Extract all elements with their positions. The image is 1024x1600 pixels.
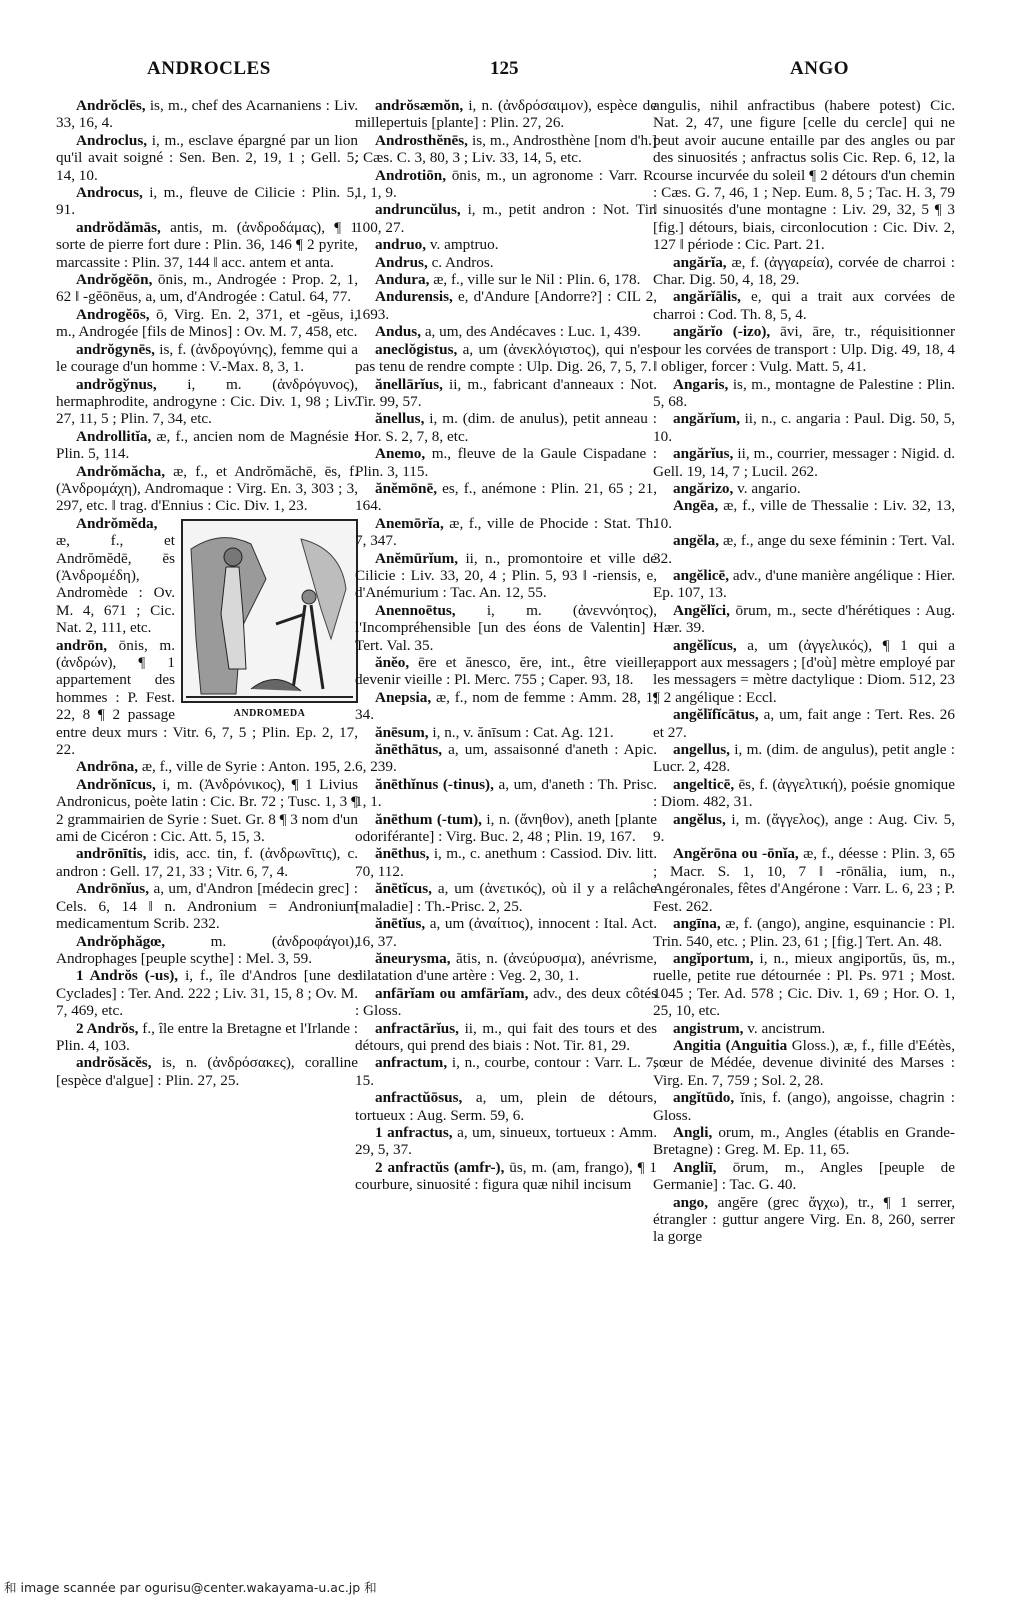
entry-definition: c. Andros. <box>427 253 494 271</box>
entry-definition: ōrum, m., secte d'hérétiques : Aug. Hær. 39. <box>653 601 955 637</box>
entry-headword: 2 anfractŭs (amfr-), <box>375 1158 505 1176</box>
entry-headword: 1 Andrŏs (-us), <box>76 967 179 985</box>
dictionary-entry <box>56 184 358 219</box>
entry-definition: angĕre (grec ἄγχω), tr., ¶ 1 serrer, étrangler : guttur angere Virg. En. 8, 260, serrer la gorge <box>653 1193 955 1246</box>
entry-definition: i, n. (ἀνδρόσαιμον), espèce de millepertuis [plante] : Plin. 27, 26. <box>355 97 657 132</box>
entry-definition: e, d'Andure [Andorre?] : CIL 2, 1693. <box>355 288 657 323</box>
entry-definition: m. (ἀνδροφάγοι), Androphages [peuple scythe] : Mel. 3, 59. <box>56 932 358 967</box>
entry-definition: i, m. (dim. de angulus), petit angle : Lucr. 2, 428. <box>653 741 955 776</box>
entry-headword: Anemōrĭa, <box>375 514 444 532</box>
entry-definition: a, um, des Andécaves : Luc. 1, 439. <box>421 323 641 341</box>
entry-headword: angĕlĭcus, <box>673 636 737 654</box>
dictionary-entry <box>653 1194 955 1246</box>
dictionary-entry <box>355 915 657 950</box>
dictionary-entry <box>653 410 955 445</box>
entry-definition: ōnis, m. (ἀνδρών), ¶ 1 appartement des hommes : P. Fest. 22, 8 ¶ 2 passage entre deux murs : Vitr. 6, 7, 5 ; Plin. Ep. 2, 17, 22. <box>56 636 358 759</box>
dictionary-entry <box>653 811 955 846</box>
entry-definition: æ, f., et Andrŏmĕdē, ēs (Ἀνδρομέδη), Andromède : Ov. M. 4, 671 ; Cic. Nat. 2, 111, etc. <box>56 532 175 637</box>
dictionary-entry <box>56 776 358 846</box>
entry-headword: Angitia (Anguitia <box>673 1036 788 1054</box>
dictionary-entry <box>653 776 955 811</box>
entry-headword: andruo, <box>375 236 427 254</box>
dictionary-entry <box>653 1124 955 1159</box>
dictionary-entry <box>355 167 657 202</box>
entry-definition: i, m. (dim. de anulus), petit anneau : Hor. S. 2, 7, 8, etc. <box>355 410 657 445</box>
andromeda-illustration <box>181 519 358 719</box>
dictionary-column-2 <box>355 97 657 1572</box>
entry-definition: v. ancistrum. <box>743 1019 826 1037</box>
entry-headword: Angliī, <box>673 1158 717 1176</box>
dictionary-entry <box>653 1089 955 1124</box>
entry-headword: angărĭo (-izo), <box>673 323 771 341</box>
dictionary-entry <box>355 480 657 515</box>
dictionary-entry <box>56 306 358 341</box>
dictionary-entry <box>56 376 358 428</box>
entry-definition: angulis, nihil anfractibus (habere potest) Cic. Nat. 2, 47, une figure [celle du cercle] qui ne peut avoir aucune entaille par des angles ou par des sinuosités ; anfractus solis Cic. Rep. 6, 12, la course incurvée du soleil ¶ 2 détours d'un chemin : Cæs. G. 7, 46, 1 ; Nep. Eum. 8, 5 ; Tac. H. 3, 79 ‖ sinuosités d'une montagne : Liv. 29, 32, 5 ¶ 3 [fig.] détours, biais, circonlocution : Cic. Div. 2, 127 ‖ période : Cic. Part. 21. <box>653 97 955 254</box>
entry-headword: Andrŏmăcha, <box>76 462 166 480</box>
entry-definition: i, n., mieux angiportŭs, ūs, m., ruelle, petite rue détournée : Pl. Ps. 971 ; Most. 1045 ; Ter. Ad. 578 ; Cic. Div. 1, 69 ; Hor. O. 1, 25, 10, etc. <box>653 949 955 1020</box>
dictionary-entry <box>653 845 955 915</box>
dictionary-entry <box>355 288 657 323</box>
entry-definition: m., fleuve de la Gaule Cispadane : Plin. 3, 115. <box>355 445 657 480</box>
dictionary-entry <box>653 480 955 497</box>
entry-headword: Andrōna, <box>76 758 139 776</box>
dictionary-entry <box>355 236 657 253</box>
dictionary-entry <box>355 1020 657 1055</box>
entry-headword: angărĭālis, <box>673 288 741 306</box>
running-head-right: ANGO <box>790 58 849 79</box>
entry-definition: ēs, f. (ἀγγελτική), poésie gnomique : Diom. 482, 31. <box>653 775 955 811</box>
entry-headword: Angĕlĭci, <box>673 601 730 619</box>
entry-headword: angărĭus, <box>673 445 734 463</box>
entry-definition: i, m., petit andron : Not. Tir. 100, 27. <box>355 201 657 236</box>
dictionary-entry <box>653 288 955 323</box>
entry-headword: ănētĭus, <box>375 915 426 933</box>
entry-headword: ănēthum (-tum), <box>375 810 482 828</box>
entry-definition: ōrum, m., Angles [peuple de Germanie] : Tac. G. 40. <box>653 1158 955 1194</box>
entry-definition: f., île entre la Bretagne et l'Irlande : Plin. 4, 103. <box>56 1019 358 1054</box>
dictionary-entry <box>355 323 657 340</box>
entry-definition: a, um (ἀνεκλόγιστος), qui n'est pas tenu de rendre compte : Ulp. Dig. 26, 7, 5, 7. <box>355 340 657 376</box>
entry-definition: i, n. (ἄνηθον), aneth [plante odoriférante] : Virg. Buc. 2, 48 ; Plin. 19, 167. <box>355 810 657 846</box>
entry-headword: Andrus, <box>375 253 428 271</box>
dictionary-entry <box>355 271 657 288</box>
entry-definition: æ, f., nom de femme : Amm. 28, 1, 34. <box>355 688 657 724</box>
dictionary-entry <box>56 758 358 775</box>
dictionary-entry <box>653 915 955 950</box>
entry-definition: is, m., chef des Acarnaniens : Liv. 33, 16, 4. <box>56 97 358 132</box>
dictionary-entry <box>355 1124 657 1159</box>
entry-headword: ănellus, <box>375 410 425 428</box>
entry-definition: æ, f., ange du sexe féminin : Tert. Val. 32. <box>653 532 955 567</box>
entry-definition: ii, m., courrier, messager : Nigid. d. Gell. 19, 14, 7 ; Lucil. 262. <box>653 445 955 480</box>
dictionary-entry <box>355 776 657 811</box>
dictionary-entry <box>355 985 657 1020</box>
dictionary-entry <box>355 254 657 271</box>
entry-definition: æ, f., déesse : Plin. 3, 65 ; Macr. S. 1, 10, 7 ‖ -rōnālia, ium, n., Angéronales, fêtes d'Angérone : Varr. L. 6, 23 ; P. Fest. 262. <box>653 845 955 915</box>
entry-headword: ango, <box>673 1193 709 1211</box>
entry-definition: v. amptruo. <box>426 236 499 254</box>
entry-headword: Androclus, <box>76 131 148 149</box>
entry-headword: ănēthus, <box>375 845 430 863</box>
dictionary-entry <box>653 1020 955 1037</box>
entry-definition: æ, f., ville sur le Nil : Plin. 6, 178. <box>429 271 641 289</box>
entry-headword: aneclŏgistus, <box>375 340 458 358</box>
entry-headword: ănĕmōnē, <box>375 479 438 497</box>
dictionary-entry <box>653 445 955 480</box>
entry-headword: andrŏdămās, <box>76 218 161 236</box>
entry-headword: Angēa, <box>673 497 719 515</box>
entry-definition: a, um, assaisonné d'aneth : Apic. 6, 239. <box>355 741 657 776</box>
entry-headword: Anepsia, <box>375 688 432 706</box>
entry-definition: adv., d'une manière angélique : Hier. Ep. 107, 13. <box>653 566 955 602</box>
entry-headword: anfractārĭus, <box>375 1019 459 1037</box>
entry-headword: anfractum, <box>375 1054 448 1072</box>
dictionary-entry <box>653 950 955 1020</box>
entry-headword: Andrŏclēs, <box>76 97 146 114</box>
entry-definition: a, um, d'Andron [médecin grec] : Cels. 6, 14 ‖ n. Andronium = Andronium medicamentum Scrib. 232. <box>56 880 358 933</box>
entry-definition: ūs, m. (am, frango), ¶ 1 courbure, sinuosité : figura quæ nihil incisum <box>355 1158 657 1194</box>
dictionary-entry <box>56 219 358 271</box>
entry-headword: ăneurysma, <box>375 949 451 967</box>
dictionary-entry <box>355 515 657 550</box>
entry-definition: a, um, d'aneth : Th. Prisc. 1, 1. <box>355 775 657 811</box>
entry-definition: æ, f., et Andrŏmăchē, ēs, f. (Ἀνδρομάχη), Andromaque : Virg. En. 3, 303 ; 3, 297, etc. ‖ trag. d'Ennius : Cic. Div. 1, 23. <box>56 462 358 515</box>
entry-definition: es, f., anémone : Plin. 21, 65 ; 21, 164. <box>355 479 657 515</box>
entry-headword: Androtiōn, <box>375 166 447 184</box>
dictionary-entry <box>653 1037 955 1089</box>
entry-definition: i, m., fleuve de Cilicie : Plin. 5, 91. <box>56 184 358 219</box>
entry-headword: ănēsum, <box>375 723 429 741</box>
entry-definition: idis, acc. tin, f. (ἀνδρωνῖτις), c. andron : Gell. 17, 21, 33 ; Vitr. 6, 7, 4. <box>56 845 358 880</box>
entry-headword: angărizo, <box>673 479 734 497</box>
dictionary-entry <box>653 567 955 602</box>
entry-headword: angelticē, <box>673 775 735 793</box>
entry-headword: Andrŏnīcus, <box>76 775 156 793</box>
dictionary-entry <box>56 1020 358 1055</box>
dictionary-entry <box>355 376 657 411</box>
dictionary-entry <box>56 933 358 968</box>
entry-definition: i, m. (ἀνδρόγυνος), hermaphrodite, androgyne : Cic. Div. 1, 98 ; Liv. 27, 11, 5 ; Plin. 7, 34, etc. <box>56 375 358 428</box>
dictionary-entry <box>355 811 657 846</box>
entry-headword: andruncŭlus, <box>375 201 461 219</box>
entry-definition: æ, f., ville de Syrie : Anton. 195, 2. <box>138 758 356 776</box>
andromeda-engraving-icon <box>181 519 358 703</box>
entry-headword: angărĭum, <box>673 410 741 428</box>
entry-definition: ō, Virg. En. 2, 371, et -gĕus, i, m., Androgée [fils de Minos] : Ov. M. 7, 458, etc. <box>56 305 358 341</box>
running-head-left: ANDROCLES <box>147 58 271 79</box>
dictionary-entry <box>56 341 358 376</box>
entry-definition: i, m., esclave épargné par un lion qu'il avait soigné : Sen. Ben. 2, 19, 1 ; Gell. 5, 14, 10. <box>56 131 358 184</box>
dictionary-entry <box>355 880 657 915</box>
dictionary-entry <box>653 97 955 254</box>
entry-definition: is, m., Androsthène [nom d'h.] : Cæs. C. 3, 80, 3 ; Liv. 33, 14, 5, etc. <box>355 131 657 167</box>
entry-definition: a, um (ἀναίτιος), innocent : Ital. Act. 16, 37. <box>355 915 657 950</box>
entry-definition: a, um, plein de détours, tortueux : Aug. Serm. 59, 6. <box>355 1089 657 1124</box>
dictionary-entry <box>355 201 657 236</box>
dictionary-entry <box>355 950 657 985</box>
dictionary-entry <box>653 602 955 637</box>
dictionary-entry <box>355 410 657 445</box>
dictionary-entry <box>653 706 955 741</box>
entry-definition: i, m. (ἀνεννόητος), l'Incompréhensible [un des éons de Valentin] : Tert. Val. 35. <box>355 601 657 654</box>
dictionary-entry <box>653 637 955 707</box>
entry-definition: adv., des deux côtés : Gloss. <box>355 984 657 1020</box>
entry-headword: andrŏsăcĕs, <box>76 1054 152 1072</box>
entry-definition: is, f. (ἀνδρογύνης), femme qui a le courage d'un homme : V.-Max. 8, 3, 1. <box>56 340 358 376</box>
dictionary-entry <box>653 741 955 776</box>
entry-headword: Angaris, <box>673 375 729 393</box>
entry-headword: Andrōnĭus, <box>76 880 150 898</box>
dictionary-entry <box>56 845 358 880</box>
entry-headword: angellus, <box>673 741 730 759</box>
entry-headword: angărĭa, <box>673 253 727 271</box>
dictionary-entry <box>56 97 358 132</box>
dictionary-entry <box>653 323 955 375</box>
dictionary-entry <box>355 654 657 689</box>
scan-credit: 和 image scannée par ogurisu@center.wakayama-u.ac.jp 和 <box>4 1580 377 1595</box>
dictionary-entry <box>56 967 358 1019</box>
entry-definition: orum, m., Angles (établis en Grande-Bretagne) : Greg. M. Ep. 11, 65. <box>653 1123 955 1159</box>
entry-headword: Andura, <box>375 271 430 289</box>
dictionary-entry <box>355 550 657 602</box>
dictionary-entry <box>355 1054 657 1089</box>
entry-definition: ĭnis, f. (ango), angoisse, chagrin : Gloss. <box>653 1089 955 1124</box>
entry-definition: i, m. (Ἀνδρόνικος), ¶ 1 Livius Andronicus, poète latin : Cic. Br. 72 ; Tusc. 1, 3 ¶ 2 grammairien de Syrie : Suet. Gr. 8 ¶ 3 nom d'un ami de Cicéron : Cic. Att. 5, 15, 3. <box>56 775 358 846</box>
entry-definition: a, um, fait ange : Tert. Res. 26 et 27. <box>653 706 955 741</box>
entry-definition: æ, f., ancien nom de Magnésie : Plin. 5, 114. <box>56 427 358 463</box>
entry-definition: i, f., île d'Andros [une des Cyclades] : Ter. And. 222 ; Liv. 31, 15, 8 ; Ov. M. 7, 469, etc. <box>56 967 358 1020</box>
dictionary-entry <box>355 724 657 741</box>
entry-headword: ănĕo, <box>375 654 410 671</box>
entry-headword: Andrŏgĕōn, <box>76 271 153 289</box>
page-number: 125 <box>490 58 519 79</box>
dictionary-entry <box>653 1159 955 1194</box>
entry-definition: ōnis, m., un agronome : Varr. R. 1, 1, 9. <box>355 166 657 202</box>
entry-definition: ii, m., fabricant d'anneaux : Not. Tir. 99, 57. <box>355 375 657 410</box>
entry-definition: ēre et ănesco, ĕre, int., être vieille, devenir vieille : Pl. Merc. 755 ; Caper. 93, 18. <box>355 654 657 689</box>
dictionary-entry <box>355 1159 657 1194</box>
entry-definition: āvi, āre, tr., réquisitionner pour les corvées de transport : Ulp. Dig. 49, 18, 4 ‖ obliger, forcer : Vulg. Matt. 5, 41. <box>653 323 955 376</box>
entry-headword: angĕlĭfĭcātus, <box>673 706 759 724</box>
entry-definition: ii, n., c. angaria : Paul. Dig. 50, 5, 10. <box>653 410 955 445</box>
entry-definition: i, m., c. anethum : Cassiod. Div. litt. 70, 112. <box>355 845 657 880</box>
dictionary-entry <box>355 689 657 724</box>
entry-headword: andrŏgўnus, <box>76 375 157 393</box>
dictionary-entry <box>56 463 358 515</box>
dictionary-entry <box>56 1054 358 1089</box>
entry-headword: anfractŭōsus, <box>375 1089 463 1107</box>
dictionary-entry <box>355 341 657 376</box>
entry-headword: angĕlicē, <box>673 566 730 584</box>
entry-definition: is, m., montagne de Palestine : Plin. 5, 68. <box>653 375 955 410</box>
entry-headword: andrŏgynēs, <box>76 340 155 358</box>
entry-headword: ănētĭcus, <box>375 880 432 898</box>
entry-headword: Androgĕōs, <box>76 305 150 323</box>
dictionary-entry <box>653 532 955 567</box>
entry-headword: angĭtūdo, <box>673 1089 735 1107</box>
entry-headword: andrŏsæmŏn, <box>375 97 464 114</box>
dictionary-entry <box>355 445 657 480</box>
entry-headword: ănēthĭnus (-tinus), <box>375 775 494 793</box>
dictionary-entry <box>355 132 657 167</box>
entry-headword: Angĕrōna ou -ōnĭa, <box>673 845 799 863</box>
entry-headword: ănellārĭus, <box>375 375 443 393</box>
entry-headword: Androcus, <box>76 184 143 202</box>
entry-headword: angĕlus, <box>673 810 726 828</box>
entry-headword: Andus, <box>375 323 422 341</box>
entry-definition: æ, f., ville de Thessalie : Liv. 32, 13, 10. <box>653 497 955 532</box>
dictionary-entry <box>355 97 657 132</box>
entry-headword: 1 anfractus, <box>375 1123 453 1141</box>
entry-headword: angistrum, <box>673 1019 744 1037</box>
entry-definition: a, um, sinueux, tortueux : Amm. 29, 5, 37. <box>355 1123 657 1159</box>
entry-headword: angĕla, <box>673 532 719 550</box>
entry-definition: antis, m. (ἀνδροδάμας), ¶ 1 sorte de pierre fort dure : Plin. 36, 146 ¶ 2 pyrite, marcassite : Plin. 37, 144 ‖ acc. antem et anta. <box>56 218 358 271</box>
entry-headword: 2 Andrŏs, <box>76 1019 139 1037</box>
entry-definition: æ, f. (ango), angine, esquinancie : Pl. Trin. 540, etc. ; Plin. 23, 61 ; [fig.] Tert. An. 48. <box>653 915 955 950</box>
dictionary-entry <box>355 845 657 880</box>
dictionary-entry <box>56 880 358 932</box>
entry-definition: ătis, n. (ἀνεύρυσμα), anévrisme, dilatation d'une artère : Veg. 2, 30, 1. <box>355 949 657 985</box>
entry-definition: a, um (ἀνετικός), où il y a relâche [maladie] : Th.-Prisc. 2, 25. <box>355 880 657 915</box>
entry-headword: anfārĭam ou amfārĭam, <box>375 984 529 1002</box>
entry-headword: Angli, <box>673 1123 713 1141</box>
entry-definition: Gloss.), æ, f., fille d'Eétès, sœur de Médée, devenue divinité des Marses : Virg. En. 7, 759 ; Sol. 2, 28. <box>653 1036 955 1089</box>
dictionary-entry <box>355 1089 657 1124</box>
page-header <box>0 58 1024 88</box>
entry-definition: i, m. (ἄγγελος), ange : Aug. Civ. 5, 9. <box>653 810 955 846</box>
entry-headword: angĭportum, <box>673 949 754 967</box>
entry-headword: Anĕmūrĭum, <box>375 549 459 567</box>
entry-definition: ii, m., qui fait des tours et des détours, qui prend des biais : Not. Tir. 81, 29. <box>355 1019 657 1054</box>
dictionary-entry <box>653 497 955 532</box>
entry-headword: andrōn, <box>56 636 108 654</box>
entry-headword: Androsthĕnēs, <box>375 131 468 149</box>
entry-headword: Andurensis, <box>375 288 453 306</box>
entry-definition: v. angario. <box>733 479 801 497</box>
entry-definition: æ, f. (ἀγγαρεία), corvée de charroi : Char. Dig. 50, 4, 18, 29. <box>653 253 955 289</box>
entry-headword: Anemo, <box>375 445 426 463</box>
dictionary-entry <box>653 254 955 289</box>
entry-definition: æ, f., ville de Phocide : Stat. Th. 7, 347. <box>355 514 657 550</box>
dictionary-entry <box>56 132 358 184</box>
dictionary-entry <box>653 376 955 411</box>
dictionary-column-3 <box>653 97 955 1572</box>
entry-definition: i, n., courbe, contour : Varr. L. 7, 15. <box>355 1054 657 1089</box>
entry-headword: angīna, <box>673 915 721 933</box>
entry-headword: Anennoētus, <box>375 601 456 619</box>
entry-headword: ănēthātus, <box>375 741 443 759</box>
entry-headword: Andrŏmĕda, <box>76 514 158 532</box>
dictionary-entry <box>355 741 657 776</box>
dictionary-entry <box>355 602 657 654</box>
entry-definition: a, um (ἀγγελικός), ¶ 1 qui a rapport aux messagers ; [d'où] mètre employé par les messagers = mètre dactylique : Diom. 512, 23 ¶ 2 angélique : Eccl. <box>653 636 955 706</box>
entry-definition: ii, n., promontoire et ville de Cilicie : Liv. 33, 20, 4 ; Plin. 5, 93 ‖ -riensis, e, d'Anémurium : Tac. An. 12, 55. <box>355 549 657 602</box>
entry-headword: andrōnītis, <box>76 845 147 863</box>
dictionary-entry <box>56 271 358 306</box>
entry-definition: is, n. (ἀνδρόσακες), coralline [espèce d'algue] : Plin. 27, 25. <box>56 1054 358 1089</box>
entry-definition: ōnis, m., Androgée : Prop. 2, 1, 62 ‖ -gĕōnēus, a, um, d'Androgée : Catul. 64, 77. <box>56 271 358 306</box>
entry-definition: i, n., v. ănīsum : Cat. Ag. 121. <box>428 723 614 741</box>
dictionary-entry <box>56 428 358 463</box>
figure-caption: ANDROMEDA <box>233 707 306 719</box>
dictionary-column-1 <box>56 97 358 1572</box>
entry-headword: Andrŏphăgœ, <box>76 932 166 950</box>
entry-headword: Androllitĭa, <box>76 427 152 445</box>
entry-definition: e, qui a trait aux corvées de charroi : Cod. Th. 8, 5, 4. <box>653 288 955 323</box>
